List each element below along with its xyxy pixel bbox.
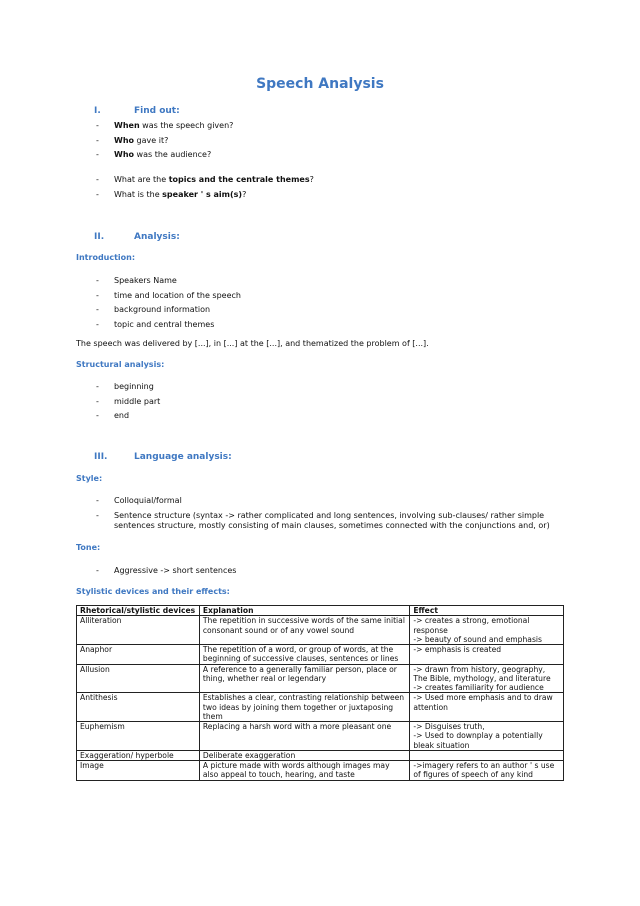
question-text: What is the xyxy=(114,189,163,199)
device-name-cell: Euphemism xyxy=(77,722,200,751)
find-out-questions xyxy=(96,121,233,165)
effect-line: -> Used to downplay a potentially bleak situation xyxy=(413,731,543,750)
question-keyword: speaker ' s aim(s) xyxy=(162,189,243,199)
list-item: - Aggressive -> short sentences xyxy=(96,566,236,581)
section-2-title: Analysis: xyxy=(134,232,180,242)
effect-cell: -> emphasis is created xyxy=(410,645,564,665)
list-item: - background information xyxy=(96,305,241,320)
effect-line: -> beauty of sound and emphasis xyxy=(413,634,542,644)
explanation-cell: A reference to a generally familiar person, place or thing, whether real or legendary xyxy=(199,664,409,693)
question-keyword: When xyxy=(114,121,140,130)
device-name-cell: Exaggeration/ hyperbole xyxy=(77,750,200,760)
device-name-cell: Image xyxy=(77,761,200,781)
effect-line: -> creates a strong, emotional response xyxy=(413,616,530,635)
effect-cell: -> Used more emphasis and to draw attention xyxy=(410,693,564,722)
introduction-sentence: The speech was delivered by [...], in [...] at the [...], and thematized the problem of [...]. xyxy=(76,339,429,348)
table-header-effect: Effect xyxy=(410,606,564,616)
list-item: - middle part xyxy=(96,397,160,412)
effect-cell xyxy=(410,664,564,693)
question-text: was the speech given? xyxy=(139,121,234,130)
question-text: was the audience? xyxy=(134,150,212,159)
effect-cell xyxy=(410,750,564,760)
table-header-explanation: Explanation xyxy=(199,606,409,616)
list-item: - topic and central themes xyxy=(96,320,241,335)
list-item xyxy=(96,150,233,165)
effect-cell xyxy=(410,722,564,751)
question-keyword: topics and the centrale themes xyxy=(168,175,310,184)
explanation-cell: A picture made with words although images may also appeal to touch, hearing, and taste xyxy=(199,761,409,781)
explanation-cell: The repetition of a word, or group of words, at the beginning of successive clauses, sentences or lines xyxy=(199,645,409,665)
question-text: ? xyxy=(242,189,247,199)
table-row xyxy=(77,616,564,645)
table-row xyxy=(77,664,564,693)
list-item: - Sentence structure (syntax -> rather complicated and long sentences, involving sub-clauses/ rather simple sentences structure, mostly consisting of main clauses, sometimes connected with the conjunctions and, or) xyxy=(96,511,556,531)
question-text: gave it? xyxy=(134,135,169,145)
tone-heading: Tone: xyxy=(76,543,101,552)
list-item xyxy=(96,190,314,205)
device-name-cell: Allusion xyxy=(77,664,200,693)
structural-heading: Structural analysis: xyxy=(76,360,165,369)
list-item: - Speakers Name xyxy=(96,276,241,291)
structural-list xyxy=(96,382,160,426)
explanation-cell: Replacing a harsh word with a more pleasant one xyxy=(199,722,409,751)
introduction-heading: Introduction: xyxy=(76,253,136,262)
table-header-device: Rhetorical/stylistic devices xyxy=(77,606,200,616)
tone-list xyxy=(96,566,236,581)
explanation-cell: Deliberate exaggeration xyxy=(199,750,409,760)
table-row xyxy=(77,693,564,722)
list-item: - time and location of the speech xyxy=(96,291,241,306)
effect-cell xyxy=(410,616,564,645)
explanation-cell: Establishes a clear, contrasting relationship between two ideas by joining them together or juxtaposing them xyxy=(199,693,409,722)
explanation-cell: The repetition in successive words of the same initial consonant sound or of any vowel sound xyxy=(199,616,409,645)
section-1-number: I. xyxy=(94,106,101,116)
page-title: Speech Analysis xyxy=(256,76,384,92)
question-text: ? xyxy=(309,175,314,184)
section-3-title: Language analysis: xyxy=(134,452,232,462)
style-list xyxy=(96,496,556,531)
list-item xyxy=(96,175,314,190)
list-item xyxy=(96,121,233,136)
section-1-title: Find out: xyxy=(134,106,180,116)
question-keyword: Who xyxy=(114,135,135,145)
style-heading: Style: xyxy=(76,474,103,483)
stylistic-devices-table xyxy=(76,605,564,781)
table-row xyxy=(77,750,564,760)
list-item: - beginning xyxy=(96,382,160,397)
table-header-row xyxy=(77,606,564,616)
table-row xyxy=(77,722,564,751)
table-row xyxy=(77,761,564,781)
section-3-number: III. xyxy=(94,452,108,462)
effect-line: -> creates familiarity for audience xyxy=(413,683,544,692)
list-item xyxy=(96,136,233,151)
effect-line: -> Disguises truth, xyxy=(413,722,485,731)
introduction-list xyxy=(96,276,241,334)
section-2-number: II. xyxy=(94,232,105,242)
question-text: What are the xyxy=(114,175,169,184)
find-out-topics xyxy=(96,175,314,204)
list-item: - Colloquial/formal xyxy=(96,496,556,511)
device-name-cell: Alliteration xyxy=(77,616,200,645)
effect-cell: ->imagery refers to an author ' s use of figures of speech of any kind xyxy=(410,761,564,781)
effect-line: -> drawn from history, geography, The Bible, mythology, and literature xyxy=(413,664,551,683)
table-row xyxy=(77,645,564,665)
question-keyword: Who xyxy=(114,150,135,159)
device-name-cell: Antithesis xyxy=(77,693,200,722)
devices-heading: Stylistic devices and their effects: xyxy=(76,587,230,596)
list-item: - end xyxy=(96,411,160,426)
device-name-cell: Anaphor xyxy=(77,645,200,665)
